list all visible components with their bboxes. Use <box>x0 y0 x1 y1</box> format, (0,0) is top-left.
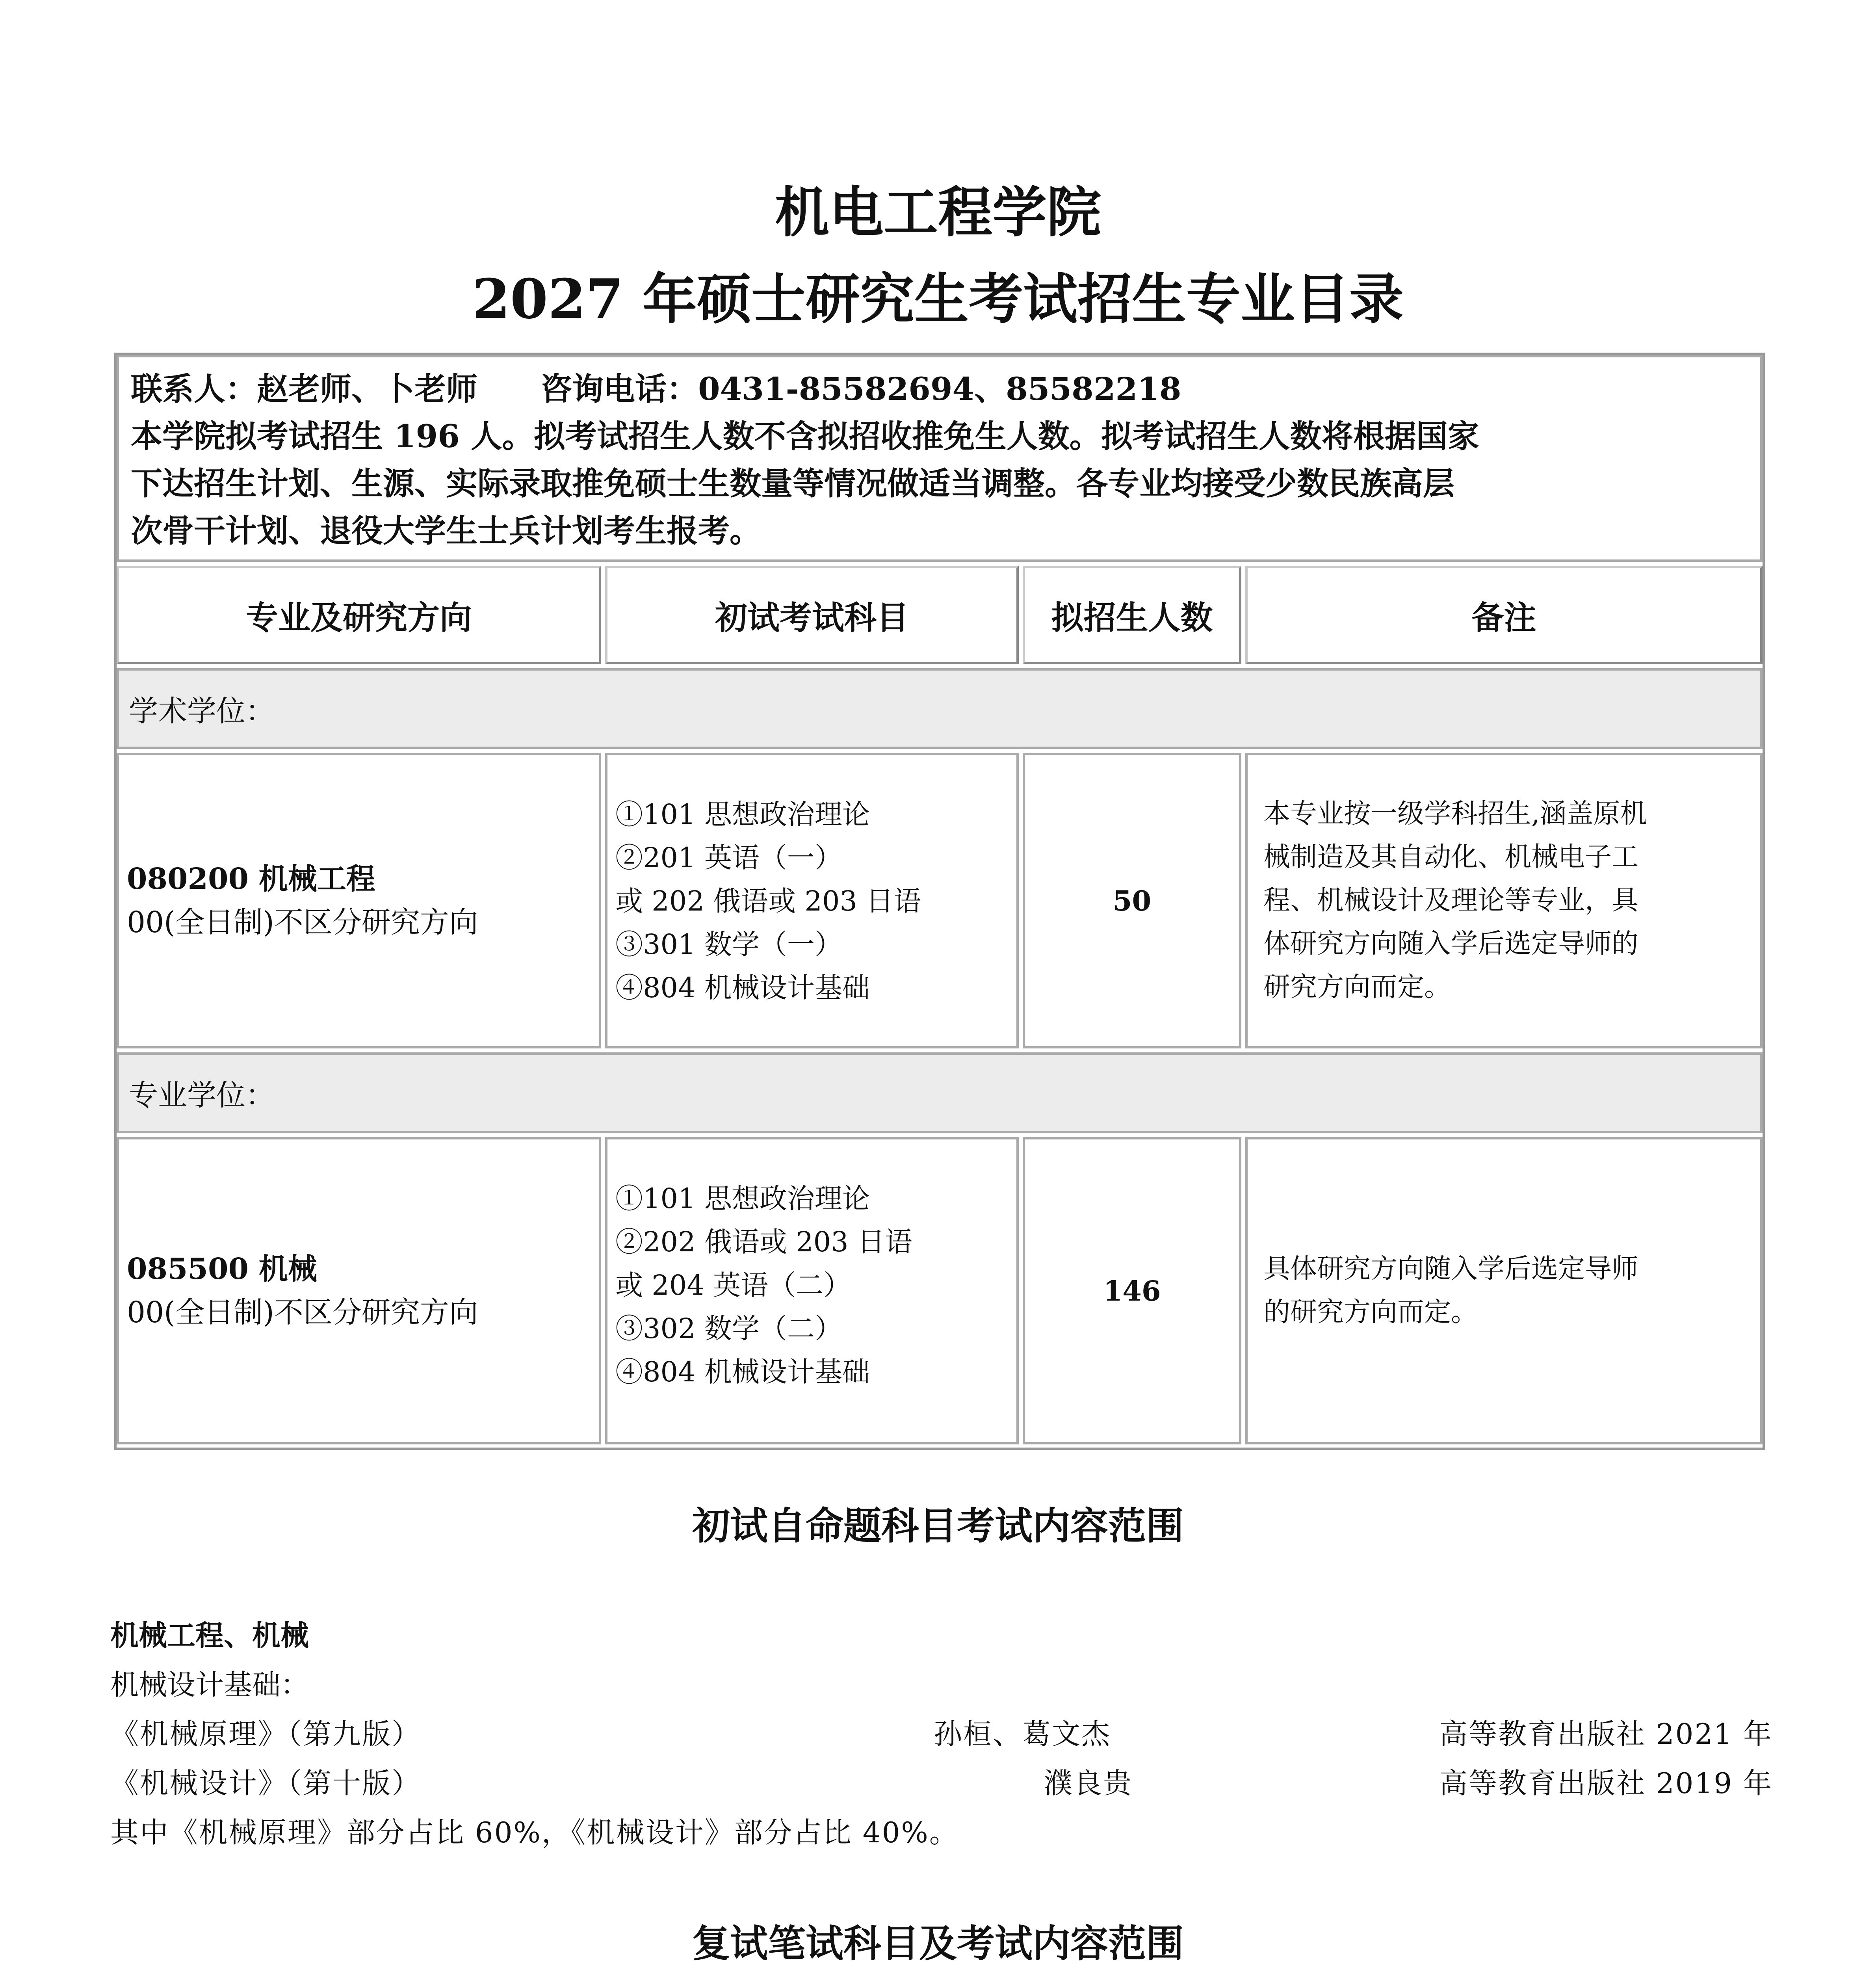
note-cell-professional <box>1245 1137 1763 1444</box>
retest-title: 复试笔试科目及考试内容范围 <box>692 1921 1184 1966</box>
initial-exam-subject: 机械设计基础： <box>110 1668 309 1701</box>
book-publisher: 高等教育出版社 2019 年 <box>1439 1767 1773 1800</box>
note-line: 的研究方向而定。 <box>1263 1297 1478 1328</box>
section-label-professional: 专业学位： <box>117 1052 1763 1133</box>
subject-item: 或 204 英语（二） <box>615 1269 851 1301</box>
subject-item: ④804 机械设计基础 <box>615 1356 870 1388</box>
major-cell-professional <box>117 1137 601 1444</box>
major-direction: 00(全日制)不区分研究方向 <box>127 905 478 939</box>
subject-item: ②201 英语（一） <box>615 842 842 874</box>
initial-exam-title: 初试自命题科目考试内容范围 <box>692 1504 1184 1548</box>
phone-text: 咨询电话：0431-85582694、85582218 <box>541 370 1181 407</box>
subject-item: ③301 数学（一） <box>615 928 842 961</box>
initial-book-row <box>110 1769 1773 1801</box>
major-code-name: 085500 机械 <box>127 1252 317 1286</box>
initial-exam-category: 机械工程、机械 <box>110 1619 309 1652</box>
note-line: 体研究方向随入学后选定导师的 <box>1263 928 1639 959</box>
header-count: 拟招生人数 <box>1023 566 1241 664</box>
note-cell-academic <box>1245 753 1763 1048</box>
subjects-cell-professional <box>605 1137 1019 1444</box>
major-cell-academic <box>117 753 601 1048</box>
subjects-cell-academic <box>605 753 1019 1048</box>
note-line: 械制造及其自动化、机械电子工 <box>1263 842 1639 873</box>
book-author: 孙桓、葛文杰 <box>934 1717 1111 1751</box>
count-cell-academic: 50 <box>1023 753 1241 1048</box>
info-cell <box>117 355 1763 562</box>
subject-item: ②202 俄语或 203 日语 <box>615 1226 912 1258</box>
note-line: 程、机械设计及理论等专业，具 <box>1263 885 1639 916</box>
book-publisher: 高等教育出版社 2021 年 <box>1439 1717 1773 1751</box>
note-line: 具体研究方向随入学后选定导师 <box>1263 1253 1639 1284</box>
subject-item: ④804 机械设计基础 <box>615 972 870 1004</box>
header-note: 备注 <box>1245 566 1763 664</box>
initial-book-row <box>110 1717 1773 1751</box>
admissions-table <box>114 353 1765 1450</box>
note-line: 研究方向而定。 <box>1263 972 1451 1003</box>
count-cell-professional: 146 <box>1023 1137 1241 1444</box>
page-title-line1: 机电工程学院 <box>775 180 1101 244</box>
subject-item: ③302 数学（二） <box>615 1312 842 1345</box>
page-title-line2: 2027 年硕士研究生考试招生专业目录 <box>472 267 1404 331</box>
major-direction: 00(全日制)不区分研究方向 <box>127 1295 478 1329</box>
desc-line-1: 本学院拟考试招生 196 人。拟考试招生人数不含拟招收推免生人数。拟考试招生人数将根据国家 <box>131 418 1479 455</box>
contact-line <box>131 370 1181 407</box>
subject-item: 或 202 俄语或 203 日语 <box>615 885 921 917</box>
note-line: 本专业按一级学科招生,涵盖原机 <box>1263 798 1647 829</box>
section-label-academic: 学术学位： <box>117 668 1763 749</box>
book-author: 濮良贵 <box>1044 1767 1133 1800</box>
major-code-name: 080200 机械工程 <box>127 862 375 896</box>
book-title: 《机械原理》（第九版） <box>110 1717 422 1751</box>
desc-line-3: 次骨干计划、退役大学生士兵计划考生报考。 <box>131 512 761 549</box>
subject-item: ①101 思想政治理论 <box>615 798 870 831</box>
book-title: 《机械设计》（第十版） <box>110 1767 422 1800</box>
initial-exam-ratio: 其中《机械原理》部分占比 60%，《机械设计》部分占比 40%。 <box>110 1816 959 1849</box>
contact-text: 联系人：赵老师、卜老师 <box>131 370 477 407</box>
desc-line-2: 下达招生计划、生源、实际录取推免硕士生数量等情况做适当调整。各专业均接受少数民族高层 <box>131 465 1454 502</box>
header-subjects: 初试考试科目 <box>605 566 1019 664</box>
header-major: 专业及研究方向 <box>117 566 601 664</box>
subject-item: ①101 思想政治理论 <box>615 1182 870 1215</box>
